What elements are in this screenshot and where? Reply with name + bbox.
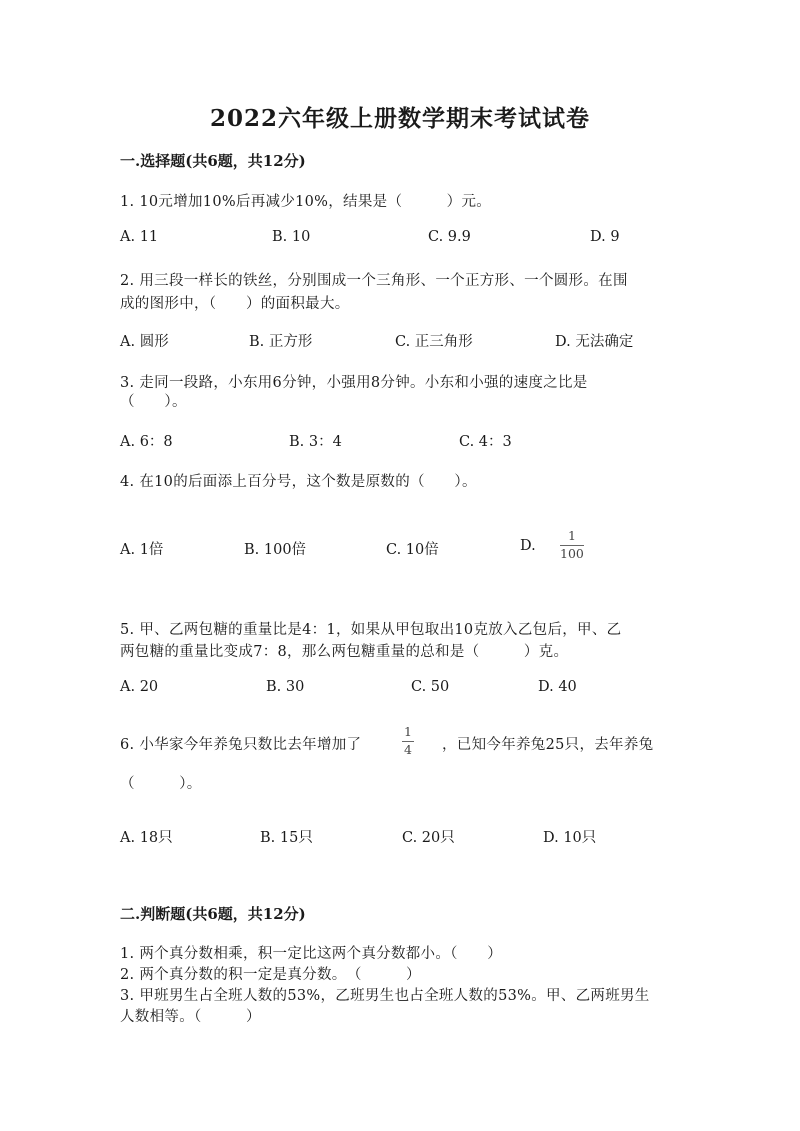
q6-option-c: C. 20只: [402, 830, 455, 846]
q4-option-a: A. 1倍: [120, 542, 164, 558]
q6-option-d: D. 10只: [543, 830, 597, 846]
question-5-line-2: 两包糖的重量比变成7：8，那么两包糖重量的总和是（ ）克。: [120, 644, 569, 660]
q2-option-b: B. 正方形: [249, 334, 313, 350]
judgment-item-3-line-2: 人数相等。（ ）: [120, 1009, 261, 1025]
q4-option-c: C. 10倍: [386, 542, 439, 558]
q4-option-d-fraction: [560, 530, 584, 560]
q5-option-a: A. 20: [120, 679, 159, 695]
fraction-denominator: 4: [404, 741, 412, 757]
q1-option-d: D. 9: [590, 229, 620, 245]
fraction-numerator: 1: [567, 528, 576, 543]
fraction-denominator: 100: [560, 545, 584, 561]
question-6-line-2: （ ）。: [120, 776, 202, 792]
q5-option-d: D. 40: [538, 679, 577, 695]
q1-option-b: B. 10: [272, 229, 311, 245]
section-heading-judgment: 二.判断题(共6题，共12分): [120, 905, 306, 923]
q5-option-c: C. 50: [411, 679, 450, 695]
q2-option-a: A. 圆形: [120, 334, 169, 350]
q2-option-d: D. 无法确定: [555, 334, 634, 350]
question-2-line-2: 成的图形中，（ ）的面积最大。: [120, 296, 350, 312]
q2-option-c: C. 正三角形: [395, 334, 473, 350]
q4-option-b: B. 100倍: [244, 542, 307, 558]
q1-option-c: C. 9.9: [428, 229, 471, 245]
q3-option-a: A. 6：8: [120, 434, 173, 450]
section-heading-choice: 一.选择题(共6题，共12分): [120, 152, 306, 170]
q4-option-d: D.: [520, 538, 536, 554]
question-6-part-2: ，已知今年养兔25只，去年养兔: [442, 737, 654, 753]
q3-option-b: B. 3：4: [289, 434, 342, 450]
fraction-numerator: 1: [404, 724, 412, 739]
question-4: 4. 在10的后面添上百分号，这个数是原数的（ ）。: [120, 474, 477, 490]
question-2-line-1: 2. 用三段一样长的铁丝，分别围成一个三角形、一个正方形、一个圆形。在围: [120, 273, 628, 289]
question-1: 1. 10元增加10%后再减少10%，结果是（ ）元。: [120, 194, 492, 210]
judgment-item-1: 1. 两个真分数相乘，积一定比这两个真分数都小。（ ）: [120, 946, 503, 962]
question-6-part-1: 6. 小华家今年养兔只数比去年增加了: [120, 737, 362, 753]
q1-option-a: A. 11: [120, 229, 159, 245]
q6-fraction: [402, 726, 414, 756]
q6-option-b: B. 15只: [260, 830, 313, 846]
judgment-item-2: 2. 两个真分数的积一定是真分数。 （ ）: [120, 967, 421, 983]
question-3-line-1: 3. 走同一段路，小东用6分钟，小强用8分钟。小东和小强的速度之比是: [120, 375, 588, 391]
question-5-line-1: 5. 甲、乙两包糖的重量比是4：1，如果从甲包取出10克放入乙包后，甲、乙: [120, 622, 622, 638]
page-title: 2022六年级上册数学期末考试试卷: [209, 105, 591, 132]
q3-option-c: C. 4：3: [459, 434, 512, 450]
question-3-line-2: （ ）。: [120, 394, 187, 410]
q5-option-b: B. 30: [266, 679, 305, 695]
q6-option-a: A. 18只: [120, 830, 173, 846]
judgment-item-3-line-1: 3. 甲班男生占全班人数的53%，乙班男生也占全班人数的53%。甲、乙两班男生: [120, 988, 650, 1004]
